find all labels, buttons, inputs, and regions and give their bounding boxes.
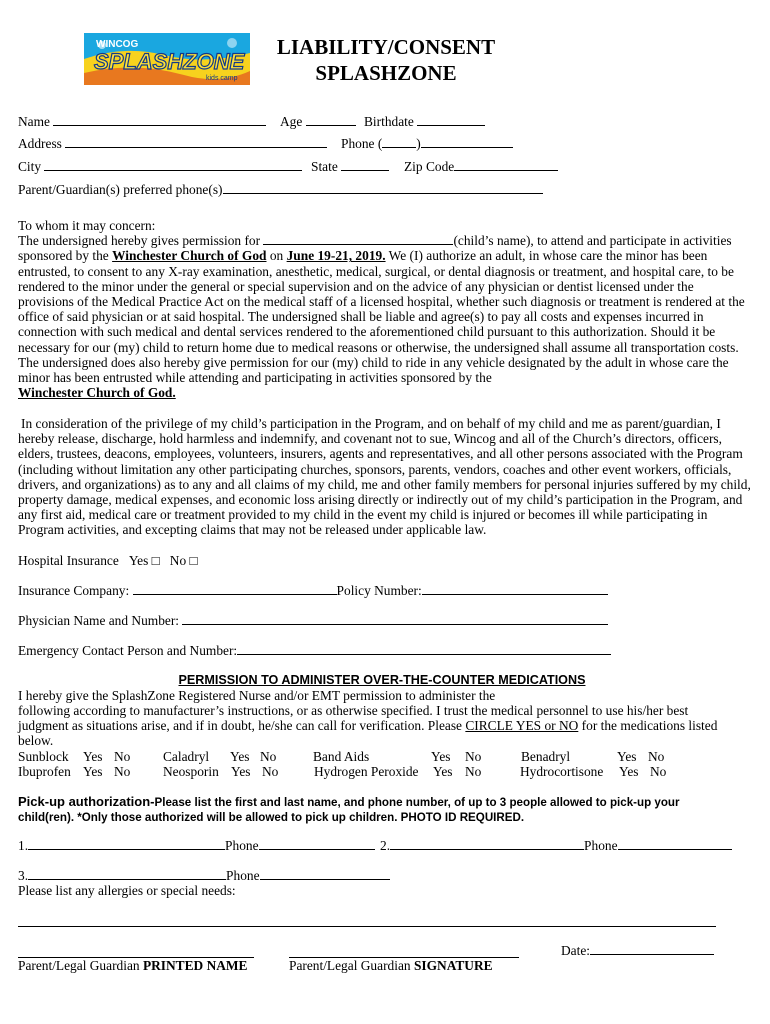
- emergency-row: [18, 643, 611, 659]
- med-ibuprofen-yes[interactable]: Yes: [83, 764, 103, 779]
- med-band-aids-yes[interactable]: Yes: [431, 749, 451, 764]
- med-hydrogen-peroxide-no[interactable]: No: [465, 764, 482, 779]
- insurance-company-row: [18, 583, 608, 599]
- pickup-text-1: Please list the first and last name, and phone number, of up to 3 people allowed to pick-up your: [154, 796, 680, 809]
- date-label: Date:: [561, 943, 590, 958]
- otc-line-3a: judgment as situations arise, and if in doubt, he/she can call for verification. Please: [18, 718, 462, 733]
- med-sunblock-no[interactable]: No: [114, 749, 131, 764]
- med-sunblock: Sunblock: [18, 749, 69, 764]
- printed-name-caption-b: PRINTED NAME: [142, 958, 248, 973]
- age-label: Age: [280, 114, 303, 129]
- printed-name-caption: [18, 958, 247, 974]
- med-benadryl-yes[interactable]: Yes: [617, 749, 637, 764]
- address-row: [18, 136, 327, 152]
- otc-line-3c: for the medications listed: [581, 718, 718, 733]
- emergency-field[interactable]: [237, 643, 611, 655]
- med-neosporin-yes[interactable]: Yes: [231, 764, 251, 779]
- allergies-field[interactable]: [18, 926, 716, 927]
- city-label: City: [18, 159, 42, 174]
- otc-heading-wrap: [0, 672, 770, 688]
- otc-heading: PERMISSION TO ADMINISTER OVER-THE-COUNTER MEDICATIONS: [178, 673, 586, 687]
- signature-caption: [289, 958, 493, 974]
- otc-line-2: following according to manufacturer’s instructions, or as otherwise specified. I trust the medical personnel to use his/her best: [18, 703, 689, 718]
- insurance-company-label: Insurance Company:: [18, 583, 130, 598]
- signature-caption-a: Parent/Legal Guardian: [289, 958, 411, 973]
- med-ibuprofen-no[interactable]: No: [114, 764, 131, 779]
- pickup-text-2: child(ren). *Only those authorized will be allowed to pick up children. PHOTO ID REQUIRED.: [18, 811, 525, 824]
- otc-line-3: [18, 718, 752, 733]
- med-ibuprofen: Ibuprofen: [18, 764, 71, 779]
- date-row: [561, 943, 714, 959]
- consent-text-e: We (I) authorize an adult, in whose care the minor has been entrusted, to consent to any X-ray examination, anesthetic, medical, surgical, or dental diagnosis or treatment, and hospital care, to be rendered to the minor under the general or special supervision and on the advice of any physician or dentist licensed under the provisions of the Medical Practice Act on the medical staff of a licensed hospital, whether such diagnosis or treatment is rendered at the office of said physician or at said hospital. The undersigned shall be liable and agree(s) to pay all costs and expenses incurred in connection with such medical and dental services rendered to the aforementioned child pursuant to this authorization. Should it be necessary for our (my) child to return home due to medical reasons or otherwise, the undersigned shall assume all transportation costs. The undersigned does also hereby give permission for our (my) child to ride in any vehicle designated by the adult in whose care the minor has been entrusted while attending and participating in activities sponsored by the: [18, 248, 745, 386]
- logo-top-text: WINCOG: [96, 39, 139, 50]
- address-label: Address: [18, 136, 62, 151]
- pickup-person-3: [18, 868, 390, 884]
- zip-field[interactable]: [454, 159, 558, 171]
- insurance-company-field[interactable]: [133, 583, 337, 595]
- pickup-3-phone-label: Phone: [226, 868, 260, 883]
- pickup-person-1: [18, 838, 375, 854]
- otc-paragraph: [18, 688, 752, 748]
- state-label: State: [311, 159, 338, 174]
- address-field[interactable]: [65, 136, 327, 148]
- med-caladryl-no[interactable]: No: [260, 749, 277, 764]
- consent-text-d: on: [269, 248, 284, 264]
- med-hydrogen-peroxide-yes[interactable]: Yes: [433, 764, 453, 779]
- insurance-no-checkbox[interactable]: No □: [169, 553, 198, 568]
- city-field[interactable]: [44, 159, 302, 171]
- med-benadryl-no[interactable]: No: [648, 749, 665, 764]
- pickup-2-phone-field[interactable]: [618, 838, 732, 850]
- med-band-aids: Band Aids: [313, 749, 370, 764]
- name-row: [18, 114, 266, 130]
- city-row: [18, 159, 302, 175]
- pickup-line-1: [18, 794, 738, 810]
- consent-text-a: The undersigned hereby gives permission for: [18, 233, 261, 249]
- hospital-insurance-row: [18, 553, 198, 569]
- pickup-3-phone-field[interactable]: [260, 868, 390, 880]
- birthdate-field[interactable]: [417, 114, 485, 126]
- physician-row: [18, 613, 608, 629]
- church-name: Winchester Church of God: [112, 248, 267, 264]
- med-hydrogen-peroxide: Hydrogen Peroxide: [314, 764, 419, 779]
- otc-line-1: I hereby give the SplashZone Registered Nurse and/or EMT permission to administer the: [18, 688, 496, 703]
- logo-sub-text: kids camp: [206, 75, 238, 82]
- state-field[interactable]: [341, 159, 389, 171]
- title-line-1: LIABILITY/CONSENT: [276, 35, 496, 59]
- consent-text-c: activities sponsored by the: [18, 233, 732, 264]
- pickup-3-name-field[interactable]: [28, 868, 226, 880]
- title-line-2: SPLASHZONE: [315, 61, 457, 85]
- hospital-insurance-label: Hospital Insurance: [18, 553, 119, 568]
- name-field[interactable]: [53, 114, 266, 126]
- release-paragraph: In consideration of the privilege of my child’s participation in the Program, and on behalf of my child and me as parent/guardian, I hereby release, discharge, hold harmless and indemnify, and covenant not to sue, Wincog and all of the Church’s directors, officers, elders, trustees, deacons, employees, volunteers, insurers, agents and representatives, and all other persons associated with the Program (including without limitation any other participating churches, sponsors, parents, vendors, coaches and other event workers, officials, drivers, and organizations) as to any and all claims of my child, me and other family members for personal injuries suffered by my child, property damage, medical expenses, and economic loss arising directly or indirectly out of my child’s participation in the Program, and any first aid, medical care or treatment provided to my child in the event my child is injured or becomes ill while participating in Program activities, and excepting claims that may not be released under applicable law.: [18, 416, 751, 538]
- med-hydrocortisone-yes[interactable]: Yes: [619, 764, 639, 779]
- otc-line-4: below.: [18, 733, 54, 748]
- printed-name-caption-a: Parent/Legal Guardian: [18, 958, 140, 973]
- phone-area-field[interactable]: [382, 136, 416, 148]
- med-caladryl: Caladryl: [163, 749, 210, 764]
- pickup-lead: Pick-up authorization-: [18, 794, 155, 809]
- zip-row: [404, 159, 558, 175]
- pickup-2-name-field[interactable]: [390, 838, 584, 850]
- pickup-paragraph: [18, 794, 738, 825]
- church-name-bold: Winchester Church of God.: [18, 385, 176, 401]
- salutation: To whom it may concern:: [18, 218, 156, 233]
- phone-row: [341, 136, 513, 152]
- med-caladryl-yes[interactable]: Yes: [230, 749, 250, 764]
- pickup-3-label: 3.: [18, 868, 29, 883]
- age-field[interactable]: [306, 114, 356, 126]
- pickup-1-label: 1.: [18, 838, 29, 853]
- pickup-1-name-field[interactable]: [28, 838, 225, 850]
- pickup-person-2: [380, 838, 732, 854]
- pickup-2-phone-label: Phone: [584, 838, 618, 853]
- med-band-aids-no[interactable]: No: [465, 749, 482, 764]
- med-hydrocortisone: Hydrocortisone: [520, 764, 604, 779]
- pickup-1-phone-label: Phone: [225, 838, 259, 853]
- signature-caption-b: SIGNATURE: [413, 958, 493, 973]
- zip-label: Zip Code: [404, 159, 455, 174]
- splashzone-logo: [84, 33, 250, 85]
- emergency-label: Emergency Contact Person and Number:: [18, 643, 238, 658]
- camp-dates: June 19-21, 2019.: [286, 248, 386, 264]
- age-row: [280, 114, 356, 130]
- policy-number-label: Policy Number:: [336, 583, 422, 598]
- date-field[interactable]: [590, 943, 714, 955]
- phone-close: ): [416, 136, 421, 151]
- consent-paragraph: [18, 218, 752, 400]
- physician-label: Physician Name and Number:: [18, 613, 180, 628]
- birthdate-row: [364, 114, 485, 130]
- logo-main-text: SPLASHZONE: [94, 49, 245, 74]
- insurance-yes-checkbox[interactable]: Yes □: [128, 553, 160, 568]
- circle-yes-no: CIRCLE YES or NO: [465, 718, 579, 733]
- pickup-2-label: 2.: [380, 838, 391, 853]
- med-neosporin-no[interactable]: No: [262, 764, 279, 779]
- phone-label: Phone (: [341, 136, 383, 151]
- med-hydrocortisone-no[interactable]: No: [650, 764, 667, 779]
- med-sunblock-yes[interactable]: Yes: [83, 749, 103, 764]
- parent-phone-label: Parent/Guardian(s) preferred phone(s): [18, 182, 223, 197]
- physician-field[interactable]: [182, 613, 608, 625]
- page-title: [236, 34, 536, 86]
- consent-text-b: (child’s name), to attend and participate in: [453, 233, 680, 249]
- name-label: Name: [18, 114, 50, 129]
- child-name-field[interactable]: [263, 233, 453, 245]
- birthdate-label: Birthdate: [364, 114, 414, 129]
- consent-body: [18, 233, 752, 400]
- policy-number-field[interactable]: [422, 583, 608, 595]
- parent-phone-row: [18, 182, 543, 198]
- phone-field[interactable]: [421, 136, 513, 148]
- parent-phone-field[interactable]: [223, 182, 543, 194]
- med-neosporin: Neosporin: [163, 764, 219, 779]
- state-row: [311, 159, 389, 175]
- pickup-1-phone-field[interactable]: [259, 838, 375, 850]
- med-benadryl: Benadryl: [521, 749, 571, 764]
- allergies-label: Please list any allergies or special needs:: [18, 883, 236, 898]
